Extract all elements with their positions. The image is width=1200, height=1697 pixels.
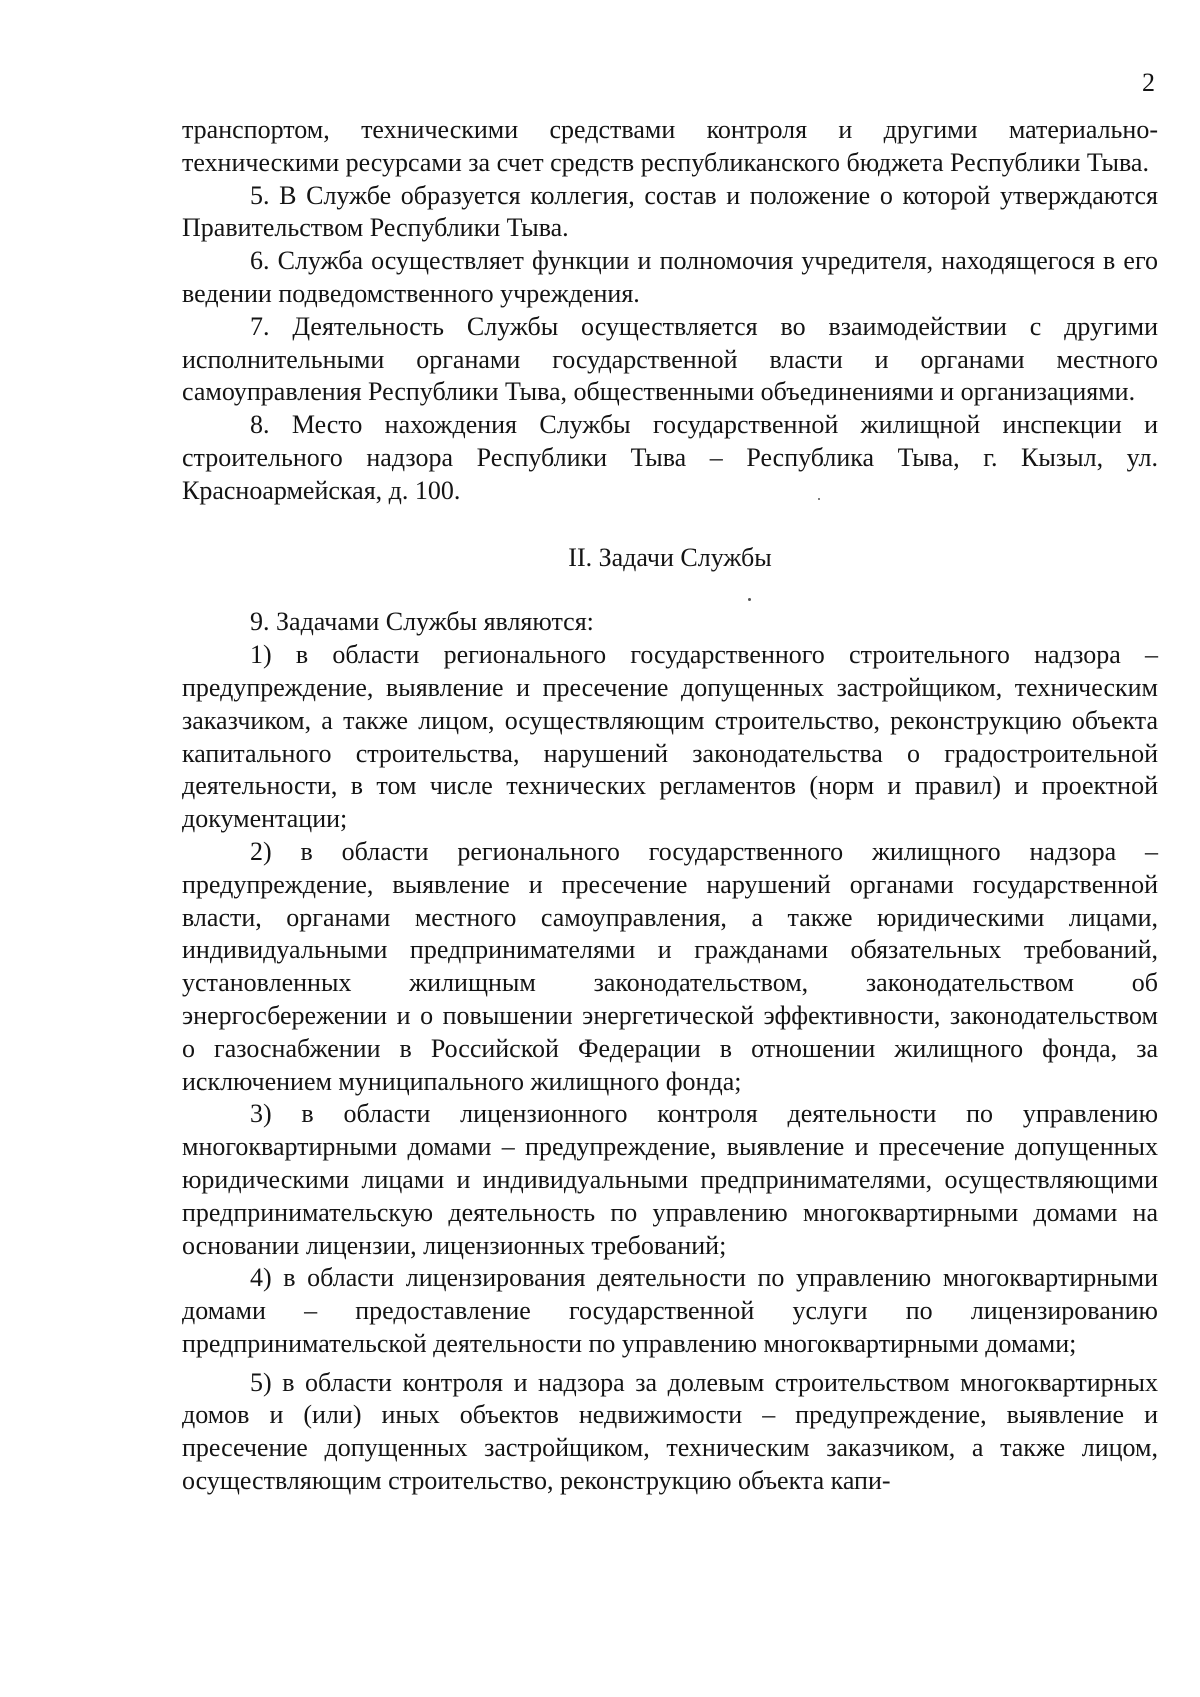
document-body xyxy=(182,114,1158,1498)
scan-speck xyxy=(748,598,751,601)
paragraph-item-8: 8. Место нахождения Службы государственной жилищной инспекции и строительного надзора Республики Тыва – Республика Тыва, г. Кызыл, ул. Красноармейская, д. 100. xyxy=(182,410,1158,505)
subparagraph-3: 3) в области лицензионного контроля деятельности по управлению многоквартирными домами – предупреждение, выявление и пресечение допущенных юридическими лицами и индивидуальными предпринимателями, осуществляющими предпринимательскую деятельность по управлению многоквартирными домами на основании лицензии, лицензионных требований; xyxy=(182,1099,1158,1260)
subparagraph-5: 5) в области контроля и надзора за долевым строительством многоквартирных домов и (или) иных объектов недвижимости – предупреждение, выявление и пресечение допущенных застройщиком, техническим заказчиком, а также лицом, осуществляющим строительство, реконструкцию объекта капи- xyxy=(182,1367,1158,1496)
paragraph-item-6: 6. Служба осуществляет функции и полномочия учредителя, находящегося в его ведении подведомственного учреждения. xyxy=(182,246,1158,308)
subparagraph-1: 1) в области регионального государственного строительного надзора – предупреждение, выявление и пресечение допущенных застройщиком, техническим заказчиком, а также лицом, осуществляющим строительство, реконструкцию объекта капитального строительства, нарушений законодательства о градостроительной деятельности, в том числе технических регламентов (норм и правил) и проектной документации; xyxy=(182,640,1158,834)
section-heading: II. Задачи Службы xyxy=(568,542,772,572)
subparagraph-4: 4) в области лицензирования деятельности по управлению многоквартирными домами – предоставление государственной услуги по лицензированию предпринимательской деятельности по управлению многоквартирными домами; xyxy=(182,1263,1158,1358)
page-number: 2 xyxy=(1142,68,1155,97)
subparagraph-2: 2) в области регионального государственного жилищного надзора – предупреждение, выявление и пресечение нарушений органами государственной власти, органами местного самоуправления, а также юридическими лицами, индивидуальными предпринимателями и гражданами обязательных требований, установленных жилищным законодательством, законодательством об энергосбережении и о повышении энергетической эффективности, законодательством о газоснабжении в Российской Федерации в отношении жилищного фонда, за исключением муниципального жилищного фонда; xyxy=(182,836,1158,1096)
paragraph-item-7: 7. Деятельность Службы осуществляется во взаимодействии с другими исполнительными органами государственной власти и органами местного самоуправления Республики Тыва, общественными объединениями и организациями. xyxy=(182,311,1158,407)
paragraph-item-5: 5. В Службе образуется коллегия, состав и положение о которой утверждаются Правительством Республики Тыва. xyxy=(182,180,1158,243)
scan-speck xyxy=(818,498,820,500)
paragraph-item-9: 9. Задачами Службы являются: xyxy=(250,607,594,637)
paragraph-continuation: транспортом, техническими средствами контроля и другими материально-техническими ресурсами за счет средств республиканского бюджета Республики Тыва. xyxy=(182,115,1158,177)
